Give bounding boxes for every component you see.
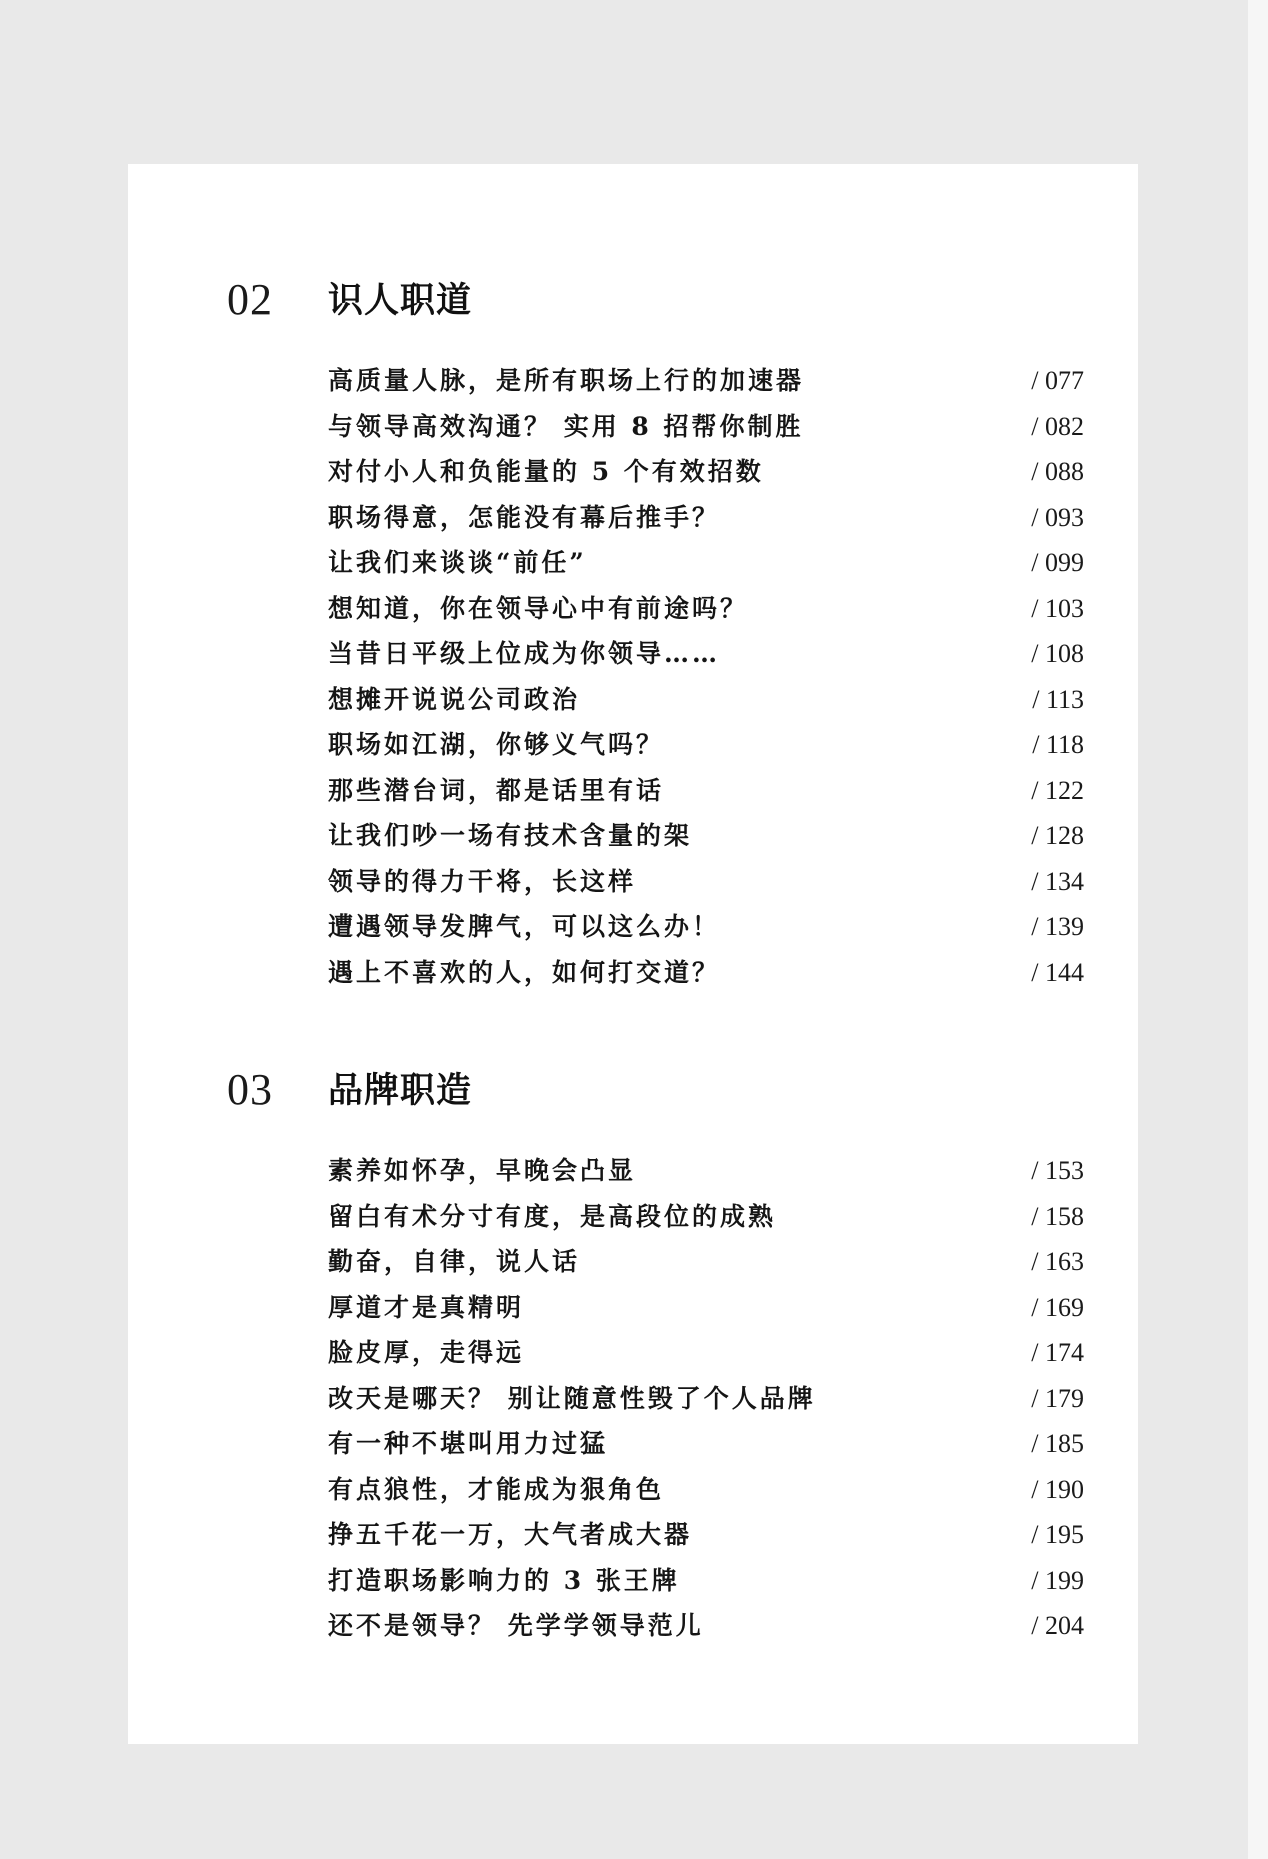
toc-entry[interactable] xyxy=(328,912,1084,958)
toc-entry-list xyxy=(328,1156,1084,1657)
entry-page-number: / 195 xyxy=(1031,1520,1084,1549)
toc-entry[interactable] xyxy=(328,1293,1084,1339)
toc-section-02 xyxy=(128,270,1138,987)
entry-page-number: / 204 xyxy=(1031,1611,1084,1640)
entry-title: 素养如怀孕，早晚会凸显 xyxy=(328,1156,637,1185)
entry-page-number: / 153 xyxy=(1031,1156,1084,1185)
entry-page-number: / 139 xyxy=(1031,912,1084,941)
entry-page-number: / 163 xyxy=(1031,1247,1084,1276)
toc-entry[interactable] xyxy=(328,1156,1084,1202)
toc-entry[interactable] xyxy=(328,730,1084,776)
toc-entry[interactable] xyxy=(328,1475,1084,1521)
entry-title: 勤奋，自律，说人话 xyxy=(328,1247,581,1276)
entry-page-number: / 082 xyxy=(1031,411,1084,441)
entry-page-number: / 128 xyxy=(1031,821,1084,850)
toc-entry[interactable] xyxy=(328,685,1084,731)
entry-page-number: / 199 xyxy=(1031,1565,1084,1595)
toc-entry[interactable] xyxy=(328,639,1084,685)
toc-entry[interactable] xyxy=(328,1520,1084,1566)
toc-entry[interactable] xyxy=(328,1429,1084,1475)
entry-page-number: / 179 xyxy=(1031,1383,1084,1413)
entry-page-number: / 077 xyxy=(1031,366,1084,395)
entry-title: 让我们吵一场有技术含量的架 xyxy=(328,821,693,850)
toc-entry[interactable] xyxy=(328,867,1084,913)
section-number: 02 xyxy=(227,275,273,324)
entry-page-number: / 185 xyxy=(1031,1429,1084,1458)
entry-page-number: / 158 xyxy=(1031,1201,1084,1231)
entry-title: 高质量人脉，是所有职场上行的加速器 xyxy=(328,366,805,395)
entry-page-number: / 190 xyxy=(1031,1474,1084,1504)
entry-title: 与领导高效沟通？ 实用 8 招帮你制胜 xyxy=(328,411,804,441)
section-header xyxy=(128,1060,1138,1120)
entry-page-number: / 118 xyxy=(1032,730,1084,759)
entry-title: 还不是领导？ 先学学领导范儿 xyxy=(328,1611,704,1640)
toc-entry[interactable] xyxy=(328,821,1084,867)
entry-title: 当昔日平级上位成为你领导…… xyxy=(328,639,721,668)
section-header xyxy=(128,270,1138,330)
toc-entry[interactable] xyxy=(328,1384,1084,1430)
entry-title: 那些潜台词，都是话里有话 xyxy=(328,775,665,805)
entry-page-number: / 122 xyxy=(1031,775,1084,805)
toc-section-03 xyxy=(128,1060,1138,1640)
toc-entry[interactable] xyxy=(328,958,1084,1004)
entry-title: 打造职场影响力的 3 张王牌 xyxy=(328,1565,680,1595)
entry-page-number: / 113 xyxy=(1032,684,1084,714)
entry-title: 遭遇领导发脾气，可以这么办！ xyxy=(328,912,721,941)
entry-page-number: / 134 xyxy=(1031,866,1084,896)
toc-entry[interactable] xyxy=(328,412,1084,458)
entry-title: 留白有术分寸有度，是高段位的成熟 xyxy=(328,1201,777,1231)
entry-title: 挣五千花一万，大气者成大器 xyxy=(328,1520,693,1549)
entry-title: 让我们来谈谈“前任” xyxy=(328,548,587,577)
toc-entry[interactable] xyxy=(328,366,1084,412)
entry-title: 对付小人和负能量的 5 个有效招数 xyxy=(328,457,764,486)
section-number: 03 xyxy=(227,1065,273,1114)
toc-entry[interactable] xyxy=(328,1338,1084,1384)
entry-title: 脸皮厚，走得远 xyxy=(328,1338,525,1367)
book-page xyxy=(128,164,1138,1744)
toc-entry[interactable] xyxy=(328,776,1084,822)
entry-title: 改天是哪天？ 别让随意性毁了个人品牌 xyxy=(328,1383,816,1413)
entry-title: 有点狼性，才能成为狠角色 xyxy=(328,1474,665,1504)
toc-entry[interactable] xyxy=(328,1566,1084,1612)
entry-title: 职场如江湖，你够义气吗？ xyxy=(328,730,665,759)
toc-entry[interactable] xyxy=(328,503,1084,549)
entry-title: 想知道，你在领导心中有前途吗？ xyxy=(328,593,749,623)
toc-entry[interactable] xyxy=(328,594,1084,640)
entry-page-number: / 093 xyxy=(1031,502,1084,532)
entry-page-number: / 103 xyxy=(1031,593,1084,623)
toc-entry[interactable] xyxy=(328,1247,1084,1293)
entry-page-number: / 174 xyxy=(1031,1338,1084,1367)
entry-page-number: / 108 xyxy=(1031,639,1084,668)
entry-page-number: / 144 xyxy=(1031,957,1084,987)
entry-title: 想摊开说说公司政治 xyxy=(328,684,581,714)
page-edge-strip xyxy=(1248,0,1268,1859)
section-title: 识人职道 xyxy=(328,280,473,321)
toc-entry[interactable] xyxy=(328,548,1084,594)
entry-page-number: / 169 xyxy=(1031,1292,1084,1322)
entry-title: 领导的得力干将，长这样 xyxy=(328,866,637,896)
entry-page-number: / 088 xyxy=(1031,457,1084,486)
entry-title: 职场得意，怎能没有幕后推手？ xyxy=(328,502,721,532)
entry-title: 厚道才是真精明 xyxy=(328,1292,525,1322)
toc-entry[interactable] xyxy=(328,457,1084,503)
entry-title: 有一种不堪叫用力过猛 xyxy=(328,1429,609,1458)
toc-entry-list xyxy=(328,366,1084,1003)
entry-page-number: / 099 xyxy=(1031,548,1084,577)
toc-entry[interactable] xyxy=(328,1202,1084,1248)
entry-title: 遇上不喜欢的人，如何打交道？ xyxy=(328,957,721,987)
toc-entry[interactable] xyxy=(328,1611,1084,1657)
section-title: 品牌职造 xyxy=(328,1070,473,1111)
